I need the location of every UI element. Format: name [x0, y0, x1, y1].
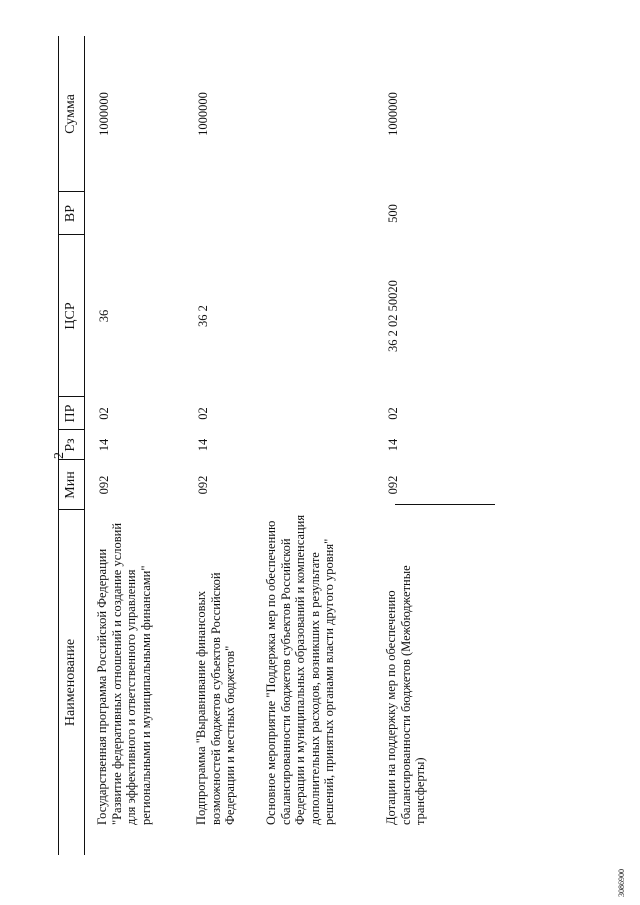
row-name: Основное мероприятие "Поддержка мер по обеспечению сбалансированности бюджетов субъектов Российской Федерации и муниципальных образований и компенсация дополнительных расходов, возникших в результате решений, принятых органами власти другого уровня" — [264, 514, 336, 825]
header-pr: ПР — [63, 404, 78, 423]
row-sum: 1000000 — [386, 92, 400, 136]
row-pr: 02 — [196, 407, 210, 420]
separator-line — [395, 504, 495, 505]
row-csr: 36 2 02 50020 — [386, 280, 400, 352]
row-csr: 36 2 — [196, 305, 210, 327]
row-min: 092 — [196, 475, 210, 495]
header-sum: Сумма — [63, 94, 78, 134]
table-top-rule — [58, 36, 59, 855]
header-vr: ВР — [63, 204, 78, 223]
row-sum: 1000000 — [97, 92, 111, 136]
row-min: 092 — [97, 475, 111, 495]
row-csr: 36 — [97, 309, 111, 323]
header-min: Мин — [63, 471, 78, 499]
header-csr: ЦСР — [63, 302, 78, 330]
table-header-rule — [84, 36, 85, 855]
row-rz: 14 — [97, 438, 111, 452]
row-pr: 02 — [97, 407, 111, 420]
header-rz: Рз — [63, 438, 78, 452]
document-code: 3086900 — [617, 869, 626, 897]
row-name: Подпрограмма "Выравнивание финансовых возможностей бюджетов субъектов Российской Федерации и местных бюджетов" — [194, 572, 237, 825]
row-min: 092 — [386, 475, 400, 495]
page-number: 2 — [52, 452, 67, 459]
row-rz: 14 — [196, 438, 210, 452]
row-pr: 02 — [386, 407, 400, 420]
row-vr: 500 — [386, 204, 400, 223]
row-name: Государственная программа Российской Федерации "Развитие федеративных отношений и создание условий для эффективного и ответственного управления региональными и муниципальными финансами" — [95, 522, 153, 825]
row-rz: 14 — [386, 438, 400, 452]
header-name: Наименование — [63, 638, 78, 727]
row-name: Дотации на поддержку мер по обеспечению сбалансированности бюджетов (Межбюджетные трансферты) — [384, 565, 427, 825]
row-sum: 1000000 — [196, 92, 210, 136]
